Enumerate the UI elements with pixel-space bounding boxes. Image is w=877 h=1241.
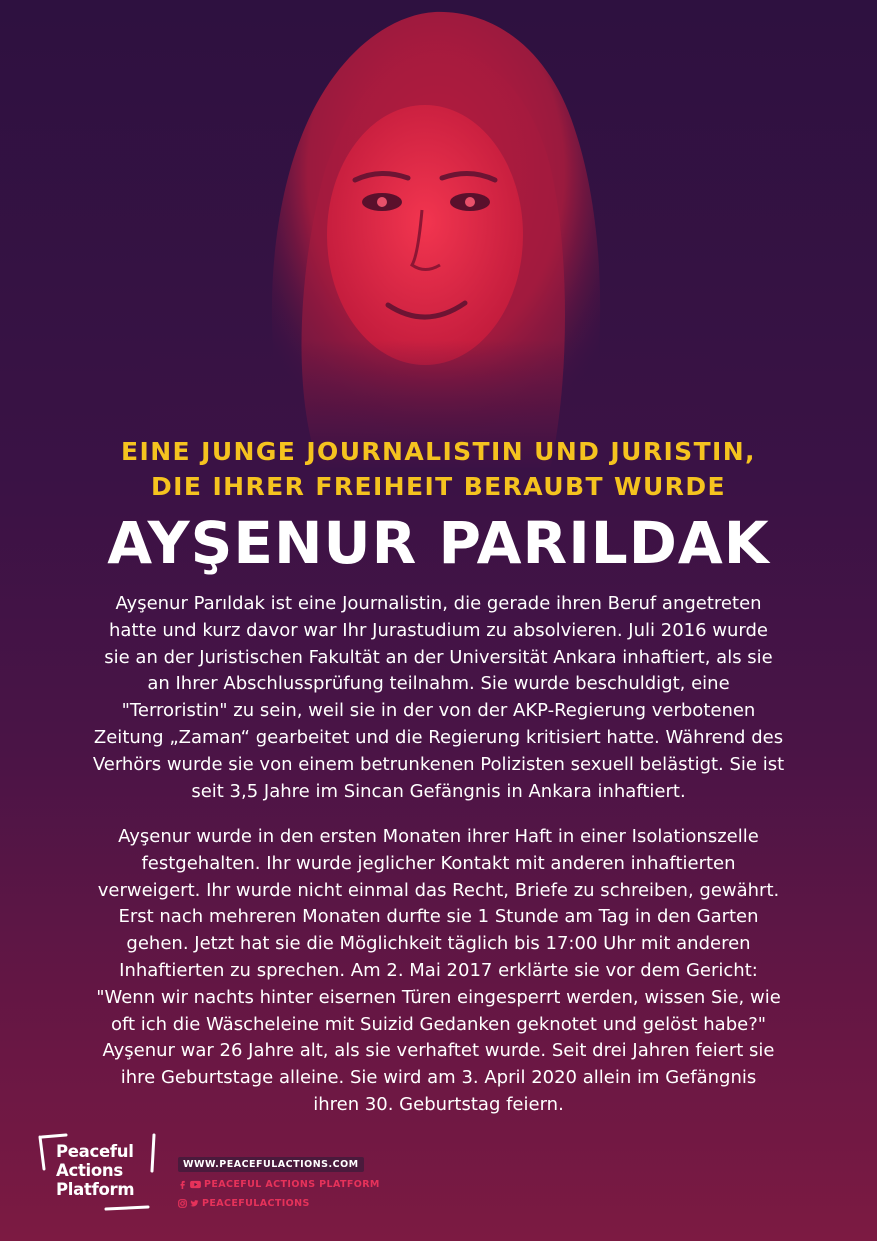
logo-line-3: Platform [56,1180,135,1199]
portrait-photo [150,0,710,470]
youtube-icon [190,1180,201,1189]
text-line: Ayşenur war 26 Jahre alt, als sie verhaftet wurde. Seit drei Jahren feiert sie [102,1040,775,1062]
text-line: Ayşenur wurde in den ersten Monaten ihrer Haft in einer Isolationszelle [118,826,759,847]
text-line: ihren 30. Geburtstag feiern. [313,1093,564,1115]
text-line: Verhörs wurde sie von einem betrunkenen Polizisten sexuell belästigt. Sie ist [92,753,785,775]
instagram-icon [178,1199,187,1208]
text-line: "Terroristin" zu sein, weil sie in der von der AKP-Regierung verbotenen [121,700,756,722]
facebook-youtube-label: PEACEFUL ACTIONS PLATFORM [204,1179,380,1190]
text-line: "Wenn wir nachts hinter eisernen Türen eingesperrt werden, wissen Sie, wie [96,986,781,1008]
logo-line-2: Actions [56,1161,123,1180]
headline-line-2: DIE IHRER FREIHEIT BERAUBT WURDE [151,472,726,501]
text-line: Zeitung „Zaman“ gearbeitet und die Regierung kritisiert hatte. Während des [93,726,784,748]
text-line: sie an der Juristischen Fakultät an der Universität Ankara inhaftiert, als sie [104,646,773,668]
peaceful-actions-logo [36,1133,160,1211]
text-line: hatte und kurz davor war Ihr Jurastudium zu absolvieren. Juli 2016 wurde [109,619,768,641]
text-line: verweigert. Ihr wurde nicht einmal das Recht, Briefe zu schreiben, gewährt. [97,879,780,901]
social-row-instagram-twitter[interactable] [178,1197,380,1210]
text-line: seit 3,5 Jahre im Sincan Gefängnis in Ankara inhaftiert. [191,780,686,802]
text-line: Erst nach mehreren Monaten durfte sie 1 Stunde am Tag in den Garten [118,906,759,928]
footer-links [178,1152,380,1210]
paragraph-2 [62,824,815,1119]
text-line: oft ich die Wäscheleine mit Suizid Gedanken geknotet und gelöst habe?" [110,1013,767,1035]
person-name: AYŞENUR PARILDAK [107,509,770,577]
text-line: an Ihrer Abschlussprüfung teilnahm. Sie wurde beschuldigt, eine [147,673,730,695]
text-line: festgehalten. Ihr wurde jeglicher Kontakt mit anderen inhaftierten [141,852,736,874]
twitter-icon [190,1199,199,1208]
logo-line-1: Peaceful [56,1142,134,1161]
text-line: Ayşenur Parıldak ist eine Journalistin, die gerade ihren Beruf angetreten [115,593,762,614]
text-line: gehen. Jetzt hat sie die Möglichkeit täglich bis 17:00 Uhr mit anderen [126,933,751,955]
website-link[interactable]: WWW.PEACEFULACTIONS.COM [178,1157,364,1172]
facebook-icon [178,1180,187,1189]
social-row-facebook-youtube[interactable] [178,1178,380,1191]
headline [0,434,877,504]
headline-line-1: EINE JUNGE JOURNALISTIN UND JURISTIN, [121,437,756,466]
instagram-twitter-label: PEACEFULACTIONS [202,1198,310,1209]
paragraph-1 [62,591,815,805]
text-line: ihre Geburtstage alleine. Sie wird am 3. April 2020 allein im Gefängnis [120,1067,757,1089]
logo-text [56,1142,134,1199]
text-line: Inhaftierten zu sprechen. Am 2. Mai 2017 erklärte sie vor dem Gericht: [119,959,758,981]
